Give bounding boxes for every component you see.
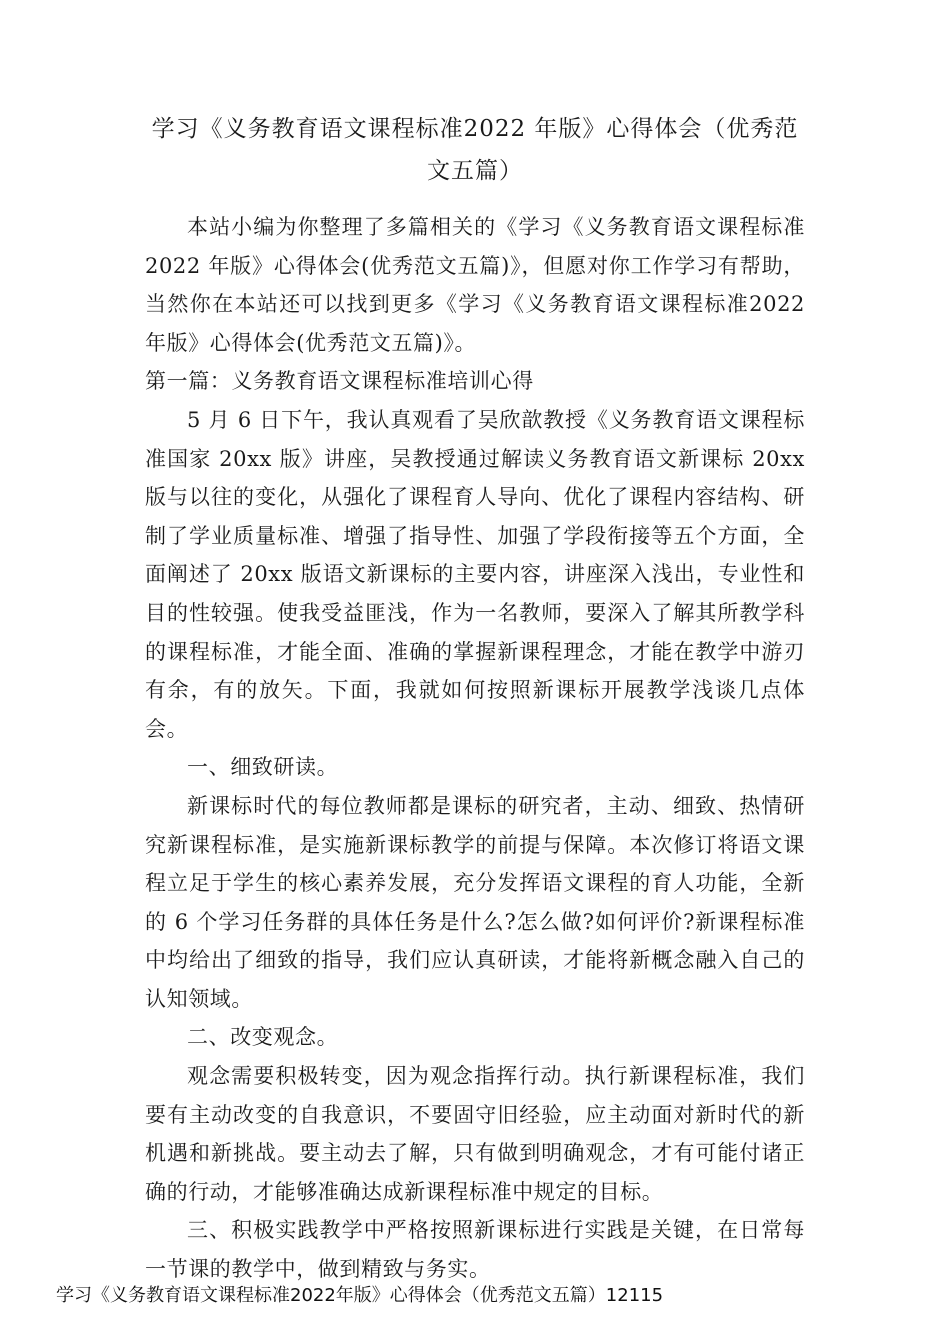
document-title: 学习《义务教育语文课程标准2022 年版》心得体会（优秀范文五篇） bbox=[151, 116, 799, 184]
body-paragraph-careful-study: 新课标时代的每位教师都是课标的研究者，主动、细致、热情研究新课程标准，是实施新课标教学的前提与保障。本次修订将语文课程立足于学生的核心素养发展，充分发挥语文课程的育人功能，全新的 6 个学习任务群的具体任务是什么?怎么做?如何评价?新课程标准中均给出了细致的指导，我们应认真研读，才能将新概念融入自己的认知领域。 bbox=[145, 793, 805, 1011]
section-heading-first-article: 第一篇：义务教育语文课程标准培训心得 bbox=[145, 369, 534, 394]
intro-paragraph: 本站小编为你整理了多篇相关的《学习《义务教育语文课程标准 2022 年版》心得体会(优秀范文五篇)》，但愿对你工作学习有帮助，当然你在本站还可以找到更多《学习《义务教育语文课程标准2022 年版》心得体会(优秀范文五篇)》。 bbox=[145, 215, 805, 355]
body-paragraph-change-concepts: 观念需要积极转变，因为观念指挥行动。执行新课程标准，我们要有主动改变的自我意识，不要固守旧经验，应主动面对新时代的新机遇和新挑战。要主动去了解，只有做到明确观念，才有可能付诸正确的行动，才能够准确达成新课程标准中规定的目标。 bbox=[145, 1064, 805, 1204]
subheading-careful-study: 一、细致研读。 bbox=[187, 755, 339, 780]
page-footer: 学习《义务教育语文课程标准2022年版》心得体会（优秀范文五篇）12115 bbox=[56, 1285, 664, 1306]
body-paragraph-lecture: 5 月 6 日下午，我认真观看了吴欣歆教授《义务教育语文课程标准国家 20xx 版》讲座，吴教授通过解读义务教育语文新课标 20xx 版与以往的变化，从强化了课程育人导向、优化了课程内容结构、研制了学业质量标准、增强了指导性、加强了学段衔接等五个方面，全面阐述了 20xx 版语文新课标的主要内容，讲座深入浅出，专业性和目的性较强。使我受益匪浅，作为一名教师，要深入了解其所教学科的课程标准，才能全面、准确的掌握新课程理念，才能在教学中游刃有余，有的放矢。下面，我就如何按照新课标开展教学浅谈几点体会。 bbox=[145, 407, 805, 741]
body-paragraph-active-practice: 三、积极实践教学中严格按照新课标进行实践是关键，在日常每一节课的教学中，做到精致与务实。 bbox=[145, 1218, 805, 1282]
document-body bbox=[145, 208, 805, 1289]
subheading-change-concepts: 二、改变观念。 bbox=[187, 1025, 339, 1050]
